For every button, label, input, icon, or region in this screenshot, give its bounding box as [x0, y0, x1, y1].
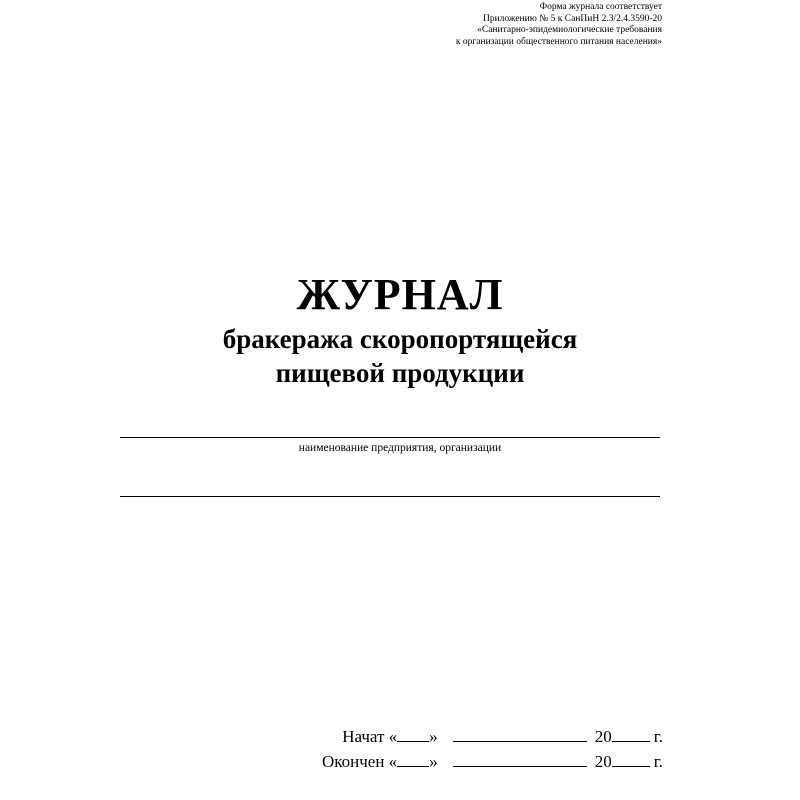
started-date-line [0, 726, 663, 748]
started-quote-close: » [429, 727, 438, 746]
finished-label: Окончен « [321, 752, 398, 771]
finished-quote-close: » [429, 752, 438, 771]
regulation-note-line-4: к организации общественного питания населения» [455, 36, 662, 47]
journal-subtitle-line-2: пищевой продукции [275, 358, 525, 388]
finished-month-blank [453, 751, 587, 767]
started-month-blank [453, 726, 587, 742]
started-day-blank [397, 726, 429, 742]
journal-title: ЖУРНАЛ [296, 270, 504, 319]
started-label: Начат « [342, 727, 398, 746]
started-year-suffix: г. [653, 727, 663, 746]
regulation-note-line-2: Приложению № 5 к СанПиН 2.3/2.4.3590-20 [482, 13, 662, 24]
regulation-note [456, 2, 662, 48]
organization-name-field [120, 437, 660, 438]
started-year-prefix: 20 [594, 727, 612, 746]
organization-name-caption: наименование предприятия, организации [298, 442, 502, 454]
regulation-note-line-3: «Санитарно-эпидемиологические требования [477, 25, 662, 35]
finished-year-prefix: 20 [594, 752, 612, 771]
regulation-note-line-1: Форма журнала соответствует [539, 2, 662, 12]
finished-year-suffix: г. [653, 752, 663, 771]
finished-day-blank [397, 751, 429, 767]
finished-date-line [0, 751, 663, 773]
journal-subtitle-line-1: бракеража скоропортящейся [222, 324, 578, 354]
organization-name-field-second-line [120, 496, 660, 497]
journal-subtitle [0, 322, 800, 390]
finished-year-blank [612, 751, 650, 767]
started-year-blank [612, 726, 650, 742]
